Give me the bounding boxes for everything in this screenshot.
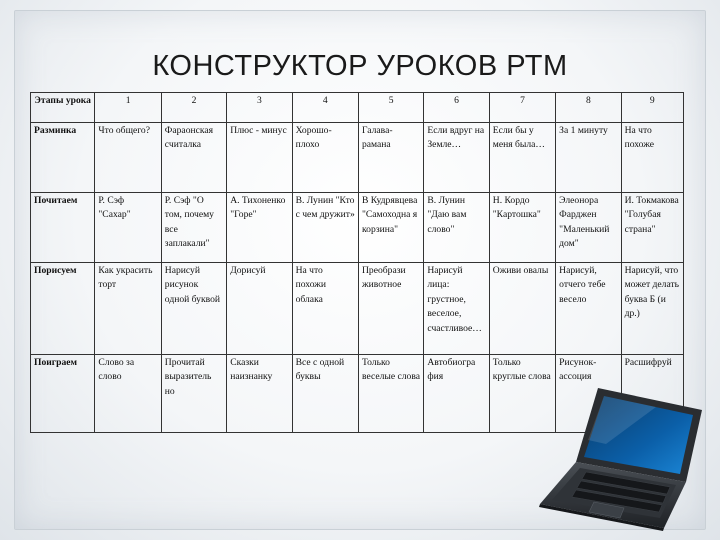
table-cell: Автобиогра фия <box>424 355 489 433</box>
table-cell: Р. Сэф "О том, почему все заплакали" <box>161 193 226 263</box>
table-cell: Если вдруг на Земле… <box>424 123 489 193</box>
lesson-constructor-table <box>30 92 684 433</box>
table-cell: На что похожи облака <box>292 263 358 355</box>
table-header-row <box>31 93 684 123</box>
table-cell: А. Тихоненко "Горе" <box>227 193 292 263</box>
table-cell: Плюс - минус <box>227 123 292 193</box>
laptop-illustration <box>536 384 708 532</box>
row-stage-label: Почитаем <box>31 193 95 263</box>
corner-header: Этапы урока <box>31 93 95 123</box>
table-cell: На что похоже <box>621 123 683 193</box>
column-header: 7 <box>489 93 555 123</box>
table-cell: Сказки наизнанку <box>227 355 292 433</box>
table-cell: Рисунок-ассоция <box>556 355 621 433</box>
table-cell: Галава-рамана <box>358 123 423 193</box>
table-cell: И. Токмакова "Голубая страна" <box>621 193 683 263</box>
column-header: 2 <box>161 93 226 123</box>
table-cell: В. Лунин "Даю вам слово" <box>424 193 489 263</box>
table-cell: Нарисуй рисунок одной буквой <box>161 263 226 355</box>
table-cell: Слово за слово <box>95 355 161 433</box>
table-cell: Нарисуй, отчего тебе весело <box>556 263 621 355</box>
table-cell: Оживи овалы <box>489 263 555 355</box>
table-cell: В Кудрявцева "Самоходна я корзина" <box>358 193 423 263</box>
table-cell: Только круглые слова <box>489 355 555 433</box>
table-cell: Нарисуй, что может делать буква Б (и др.) <box>621 263 683 355</box>
table-cell: Элеонора Фарджен "Маленький дом" <box>556 193 621 263</box>
column-header: 6 <box>424 93 489 123</box>
table-cell: За 1 минуту <box>556 123 621 193</box>
column-header: 5 <box>358 93 423 123</box>
table-cell: Хорошо-плохо <box>292 123 358 193</box>
page-title: КОНСТРУКТОР УРОКОВ РТМ <box>152 50 568 82</box>
row-stage-label: Порисуем <box>31 263 95 355</box>
table-cell: Что общего? <box>95 123 161 193</box>
column-header: 4 <box>292 93 358 123</box>
table-cell: Преобрази животное <box>358 263 423 355</box>
row-stage-label: Разминка <box>31 123 95 193</box>
table-cell: Расшифруй <box>621 355 683 433</box>
table-cell: Только веселые слова <box>358 355 423 433</box>
table-cell: Дорисуй <box>227 263 292 355</box>
column-header: 1 <box>95 93 161 123</box>
table-cell: В. Лунин "Кто с чем дружит» <box>292 193 358 263</box>
row-stage-label: Поиграем <box>31 355 95 433</box>
table-cell: Все с одной буквы <box>292 355 358 433</box>
table-cell: Фараонская считалка <box>161 123 226 193</box>
table-cell: Р. Сэф "Сахар" <box>95 193 161 263</box>
column-header: 3 <box>227 93 292 123</box>
table-cell: Нарисуй лица: грустное, веселое, счастливое… <box>424 263 489 355</box>
table-row <box>31 123 684 193</box>
table-row <box>31 263 684 355</box>
table-cell: Если бы у меня была… <box>489 123 555 193</box>
table-cell: Н. Кордо "Картошка" <box>489 193 555 263</box>
table-cell: Как украсить торт <box>95 263 161 355</box>
table-cell: Прочитай выразитель но <box>161 355 226 433</box>
column-header: 8 <box>556 93 621 123</box>
table-row <box>31 193 684 263</box>
column-header: 9 <box>621 93 683 123</box>
